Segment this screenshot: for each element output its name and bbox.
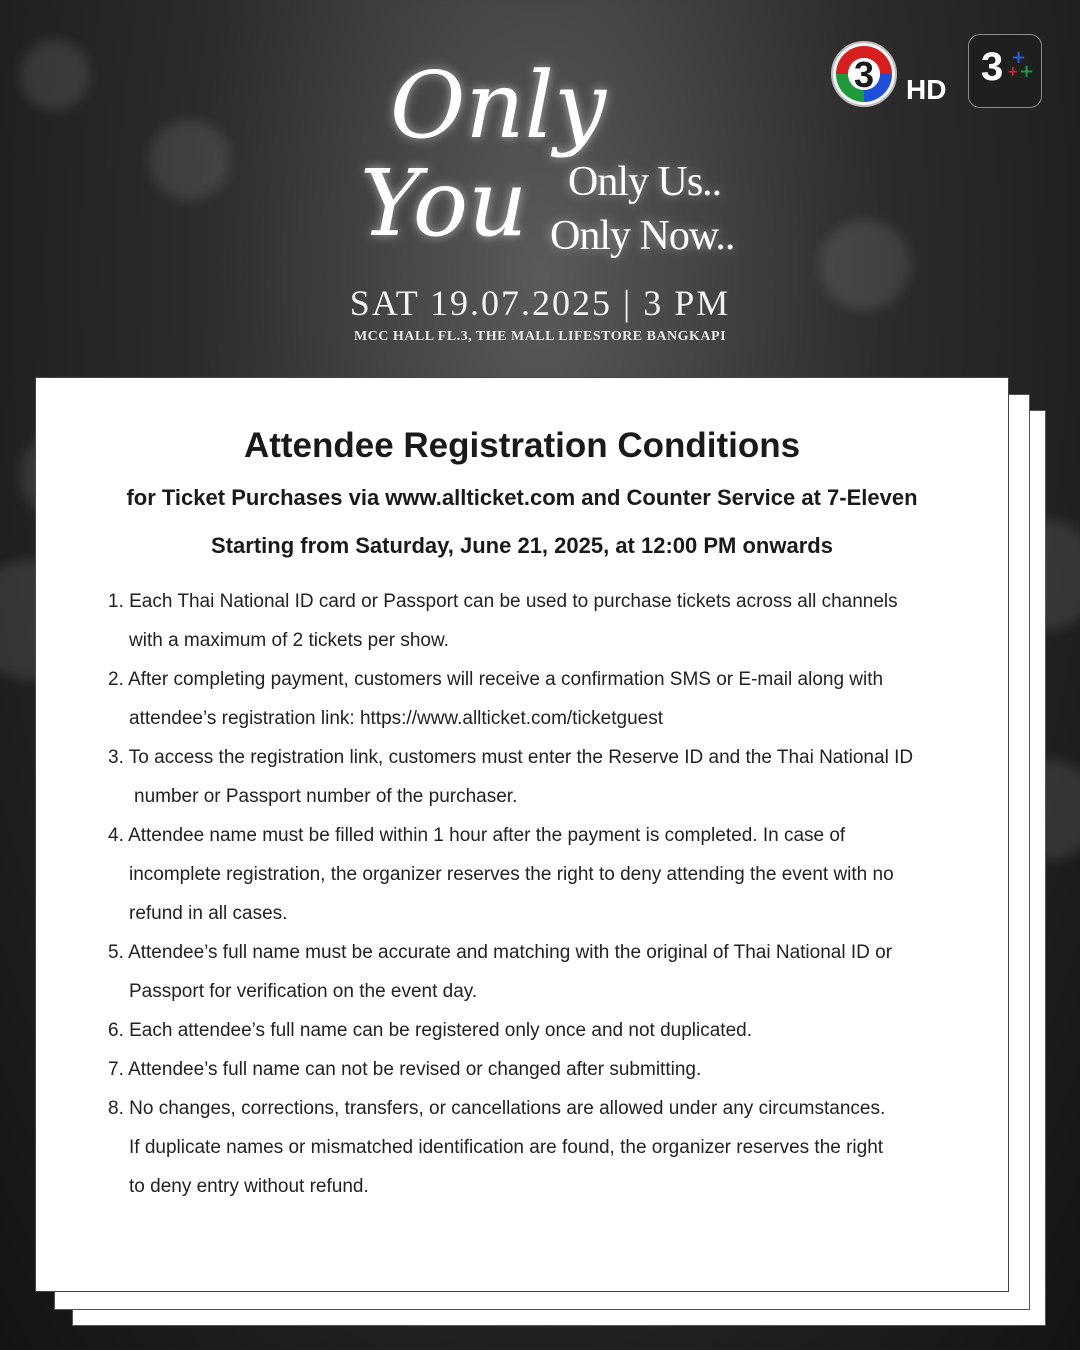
condition-line: 1. Each Thai National ID card or Passport can be used to purchase tickets across all channels [108,591,898,612]
condition-line: Passport for verification on the event day. [129,981,478,1002]
channel3-hd-logo [828,38,958,110]
condition-line: number or Passport number of the purchaser. [134,786,518,807]
condition-line: 2. After completing payment, customers will receive a confirmation SMS or E-mail along with [108,669,884,690]
condition-item [108,1050,988,1089]
conditions-list [108,582,988,1206]
condition-line: with a maximum of 2 tickets per show. [129,630,449,651]
condition-line: to deny entry without refund. [129,1176,369,1197]
document-title: Attendee Registration Conditions [243,426,801,465]
condition-line: incomplete registration, the organizer reserves the right to deny attending the event with no [129,864,894,885]
condition-line: 6. Each attendee’s full name can be registered only once and not duplicated. [108,1020,752,1041]
condition-line: 5. Attendee’s full name must be accurate and matching with the original of Thai National ID or [108,942,893,963]
plus-green-icon: + [1019,61,1035,82]
logo-script-you: You [360,150,528,257]
condition-line: If duplicate names or mismatched identification are found, the organizer reserves the right [129,1137,884,1158]
condition-line: 4. Attendee name must be filled within 1 hour after the payment is completed. In case of [108,825,846,846]
conditions-document [35,377,1009,1292]
plus-blue-icon: + [1011,47,1027,68]
logo-script-only: Only [390,52,607,159]
channel3-plus-logo [968,34,1042,108]
condition-line: 3. To access the registration link, customers must enter the Reserve ID and the Thai National ID [108,747,914,768]
channel3-hd-label: HD [906,74,947,105]
condition-item [108,660,988,738]
condition-item [108,1089,988,1206]
condition-item [108,738,988,816]
event-venue: MCC HALL FL.3, THE MALL LIFESTORE BANGKAPI [353,329,727,344]
channel3-plus-number: 3 [981,45,1004,89]
bokeh-light [150,120,230,200]
document-subtitle-channels: for Ticket Purchases via www.allticket.com and Counter Service at 7-Eleven [126,485,918,510]
channel3-number: 3 [853,54,875,95]
condition-line: refund in all cases. [129,903,288,924]
condition-item [108,1011,988,1050]
condition-line: 7. Attendee’s full name can not be revised or changed after submitting. [108,1059,702,1080]
event-date-time: SAT 19.07.2025 | 3 PM [349,283,731,323]
bokeh-light [20,40,90,110]
document-subtitle-start-date: Starting from Saturday, June 21, 2025, at 12:00 PM onwards [211,533,833,558]
condition-item [108,933,988,1011]
condition-item [108,816,988,933]
tagline-only-us: Only Us.. [568,159,722,205]
tagline-only-now: Only Now.. [550,213,735,259]
condition-line: attendee’s registration link: https://www.allticket.com/ticketguest [129,708,664,729]
condition-item [108,582,988,660]
event-logo [350,40,770,270]
plus-red-icon: + [1007,64,1019,80]
condition-line: 8. No changes, corrections, transfers, or cancellations are allowed under any circumstances. [108,1098,886,1119]
channel3-ring-icon [828,38,908,110]
